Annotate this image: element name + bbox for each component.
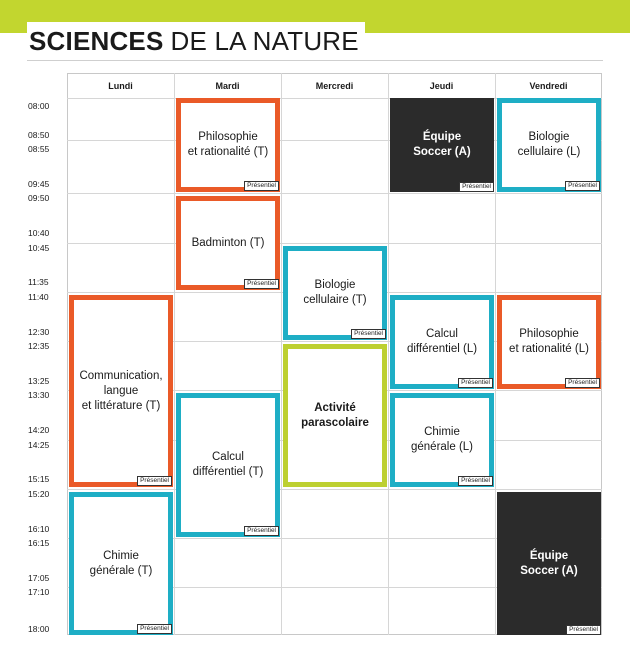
column-divider	[174, 73, 175, 635]
course-title: Équipe Soccer (A)	[520, 549, 578, 577]
column-divider	[388, 73, 389, 635]
day-header: Lundi	[108, 81, 133, 91]
presentiel-badge: Présentiel	[244, 526, 279, 536]
course-title: Chimie générale (T)	[89, 549, 153, 577]
course-title: Chimie générale (L)	[410, 426, 473, 453]
time-label: 11:35	[28, 277, 49, 288]
page-title	[27, 22, 365, 60]
course-title: Philosophie et rationalité (L)	[509, 328, 589, 355]
time-label: 17:05	[28, 572, 50, 583]
presentiel-badge: Présentiel	[458, 476, 493, 486]
course-title: Équipe Soccer (A)	[413, 131, 471, 158]
course-title: Calcul différentiel (L)	[406, 328, 478, 355]
course-block[interactable]	[390, 98, 494, 192]
course-block[interactable]	[390, 295, 494, 389]
day-header: Mercredi	[315, 81, 354, 91]
time-label: 12:30	[28, 326, 50, 337]
course-title: Badminton (T)	[191, 236, 265, 249]
course-title: Biologie cellulaire (L)	[517, 131, 581, 158]
time-label: 14:20	[28, 425, 50, 436]
time-label: 08:55	[28, 144, 50, 155]
course-block[interactable]	[69, 492, 173, 635]
time-label: 16:10	[28, 523, 50, 534]
presentiel-badge: Présentiel	[458, 378, 493, 388]
course-title: Biologie cellulaire (T)	[303, 279, 367, 306]
time-label: 11:40	[28, 291, 49, 302]
course-block[interactable]	[390, 393, 494, 487]
course-block[interactable]	[176, 98, 280, 192]
course-title: Calcul différentiel (T)	[192, 451, 264, 478]
presentiel-badge: Présentiel	[244, 279, 279, 289]
course-block[interactable]	[283, 344, 387, 487]
course-block[interactable]	[497, 492, 601, 635]
time-label: 15:15	[28, 474, 50, 485]
presentiel-badge: Présentiel	[566, 625, 601, 635]
course-block[interactable]	[176, 196, 280, 290]
title-divider	[27, 60, 603, 61]
time-label: 08:00	[28, 101, 50, 111]
day-header: Jeudi	[429, 81, 454, 91]
time-label: 13:30	[28, 390, 50, 401]
time-label: 13:25	[28, 375, 50, 386]
slot-divider	[67, 489, 602, 490]
presentiel-badge: Présentiel	[459, 182, 494, 192]
slot-divider	[67, 193, 602, 194]
time-label: 17:10	[28, 587, 50, 598]
course-title: Activité parascolaire	[301, 401, 369, 429]
presentiel-badge: Présentiel	[565, 378, 600, 388]
course-block[interactable]	[497, 295, 601, 389]
time-label: 09:45	[28, 178, 50, 189]
presentiel-badge: Présentiel	[137, 624, 172, 634]
time-label: 10:45	[28, 242, 50, 253]
time-label: 08:50	[28, 129, 50, 140]
course-block[interactable]	[69, 295, 173, 487]
time-label: 14:25	[28, 439, 50, 450]
course-title: Philosophie et rationalité (T)	[187, 131, 269, 158]
time-label: 12:35	[28, 341, 50, 352]
course-block[interactable]	[497, 98, 601, 192]
presentiel-badge: Présentiel	[351, 329, 386, 339]
time-label: 10:40	[28, 228, 50, 239]
time-label: 15:20	[28, 488, 50, 499]
page-title-regular: DE LA NATURE	[170, 25, 359, 56]
presentiel-badge: Présentiel	[137, 476, 172, 486]
day-header: Mardi	[215, 81, 240, 91]
column-divider	[495, 73, 496, 635]
column-divider	[281, 73, 282, 635]
day-header: Vendredi	[529, 81, 568, 91]
presentiel-badge: Présentiel	[244, 181, 279, 191]
time-label: 18:00	[28, 624, 50, 634]
course-block[interactable]	[176, 393, 280, 537]
course-title: Communication, langue et littérature (T)	[79, 369, 163, 412]
course-block[interactable]	[283, 246, 387, 340]
time-label: 16:15	[28, 538, 50, 549]
slot-divider	[67, 243, 602, 244]
presentiel-badge: Présentiel	[565, 181, 600, 191]
page-title-bold: SCIENCES	[29, 25, 164, 56]
time-label: 09:50	[28, 193, 50, 204]
